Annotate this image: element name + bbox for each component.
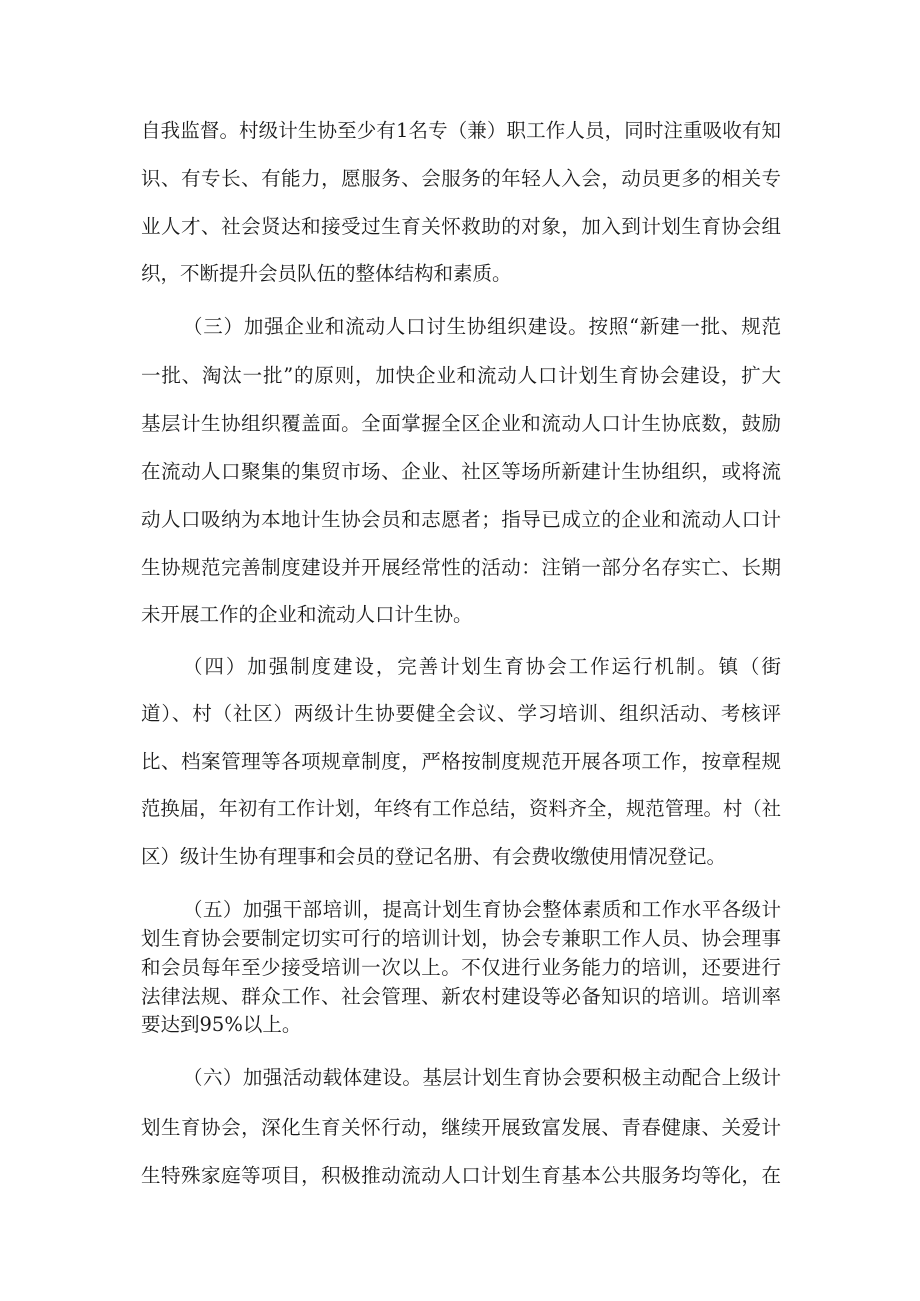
text-line: （五）加强干部培训，提高计划生育协会整体素质和工作水平各级计 [183,898,781,921]
text-line: 法律法规、群众工作、社会管理、新农村建设等必备知识的培训。培训率 [141,985,781,1008]
text-line: 范换届，年初有工作计划，年终有工作总结，资料齐全，规范管理。村（社 [141,797,781,820]
text-line: 生协规范完善制度建设并开展经常性的活动：注销一部分名存实亡、长期 [141,556,781,579]
text-line: 一批、淘汰一批”的原则，加快企业和流动人口计划生育协会建设，扩大 [141,364,781,387]
text-line: （四）加强制度建设，完善计划生育协会工作运行机制。镇（街 [183,655,781,678]
text-line: 基层计生协组织覆盖面。全面掌握全区企业和流动人口计生协底数，鼓励 [141,412,781,435]
text-line: 生特殊家庭等项目，积极推动流动人口计划生育基本公共服务均等化，在 [141,1164,781,1187]
text-line: 道）、村（社区）两级计生协要健全会议、学习培训、组织活动、考核评 [141,702,781,725]
text-line: 和会员每年至少接受培训一次以上。不仅进行业务能力的培训，还要进行 [141,956,781,979]
text-line: 划生育协会要制定切实可行的培训计划，协会专兼职工作人员、协会理事 [141,927,781,950]
text-line: 织，不断提升会员队伍的整体结构和素质。 [141,262,512,285]
text-line: 识、有专长、有能力，愿服务、会服务的年轻人入会，动员更多的相关专 [141,167,781,190]
text-line: （三）加强企业和流动人口讨生协组织建设。按照“新建一批、规范 [183,315,781,338]
text-line: 业人才、社会贤达和接受过生育关怀救助的对象，加入到计划生育协会组 [141,215,781,238]
text-line: 未开展工作的企业和流动人口计生协。 [141,603,473,626]
text-line: 区）级计生协有理事和会员的登记名册、有会费收缴使用情况登记。 [141,845,727,868]
text-line: 动人口吸纳为本地计生协会员和志愿者；指导已成立的企业和流动人口计 [141,508,781,531]
text-line: （六）加强活动载体建设。基层计划生育协会要积极主动配合上级计 [183,1066,781,1089]
text-line: 划生育协会，深化生育关怀行动，继续开展致富发展、青春健康、关爱计 [141,1116,781,1139]
text-line: 自我监督。村级计生协至少有1名专（兼）职工作人员，同时注重吸收有知 [141,119,781,142]
text-line: 比、档案管理等各项规章制度，严格按制度规范开展各项工作，按章程规 [141,750,781,773]
text-line: 在流动人口聚集的集贸市场、企业、社区等场所新建计生协组织，或将流 [141,460,781,483]
text-line: 要达到95%以上。 [141,1013,302,1036]
